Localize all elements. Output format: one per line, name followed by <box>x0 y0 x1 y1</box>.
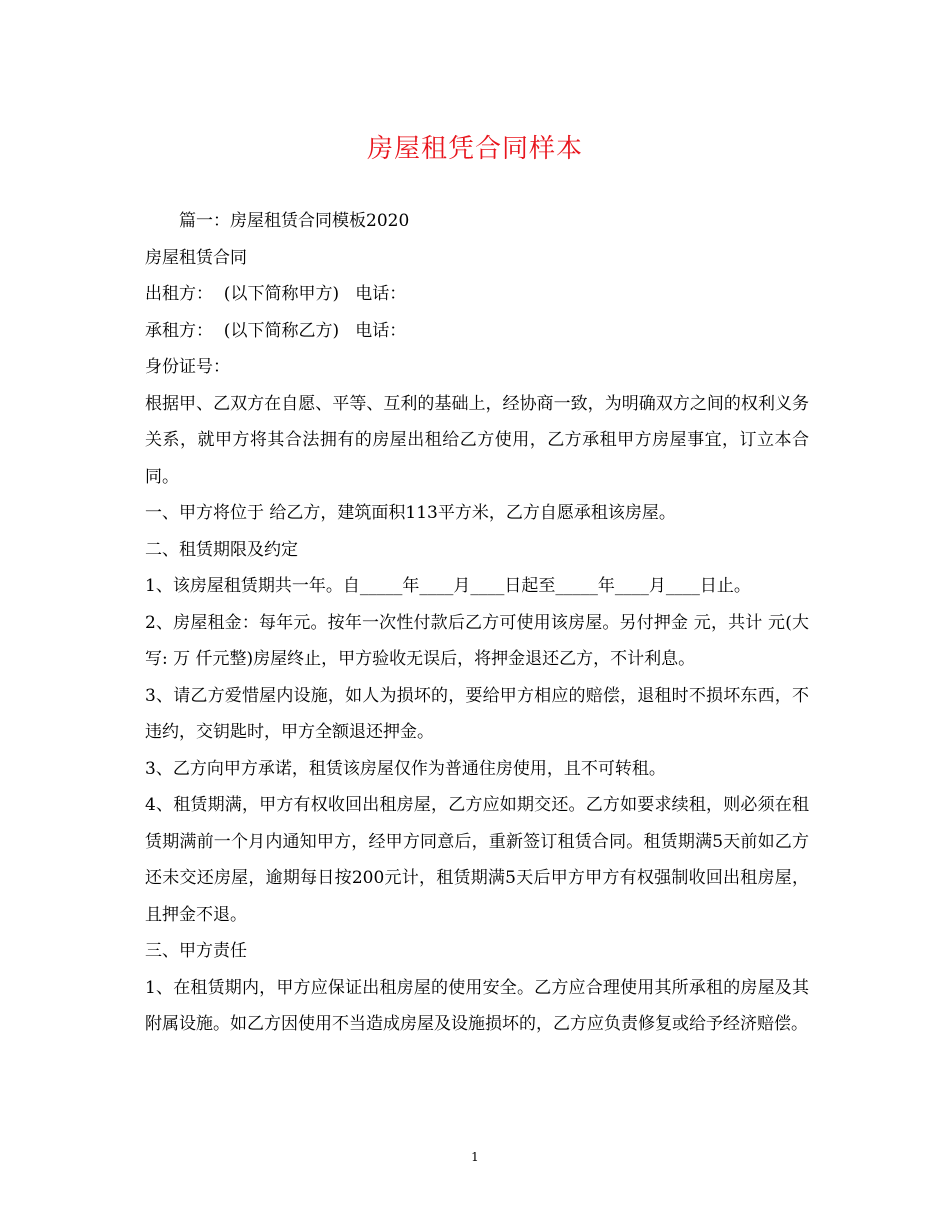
document-title: 房屋租凭合同样本 <box>366 134 583 164</box>
clause-rent: 2、房屋租金：每年元。按年一次性付款后乙方可使用该房屋。另付押金 元，共计 元(大写: 万 仟元整)房屋终止，甲方验收无误后，将押金退还乙方，不计利息。 <box>145 612 809 669</box>
clause-term-period: 1、该房屋租赁期共一年。自_____年____月____日起至_____年____月____日止。 <box>145 576 751 596</box>
clause-residential-use: 3、乙方向甲方承诺，租赁该房屋仅作为普通住房使用，且不可转租。 <box>145 758 666 779</box>
clause-lessor-safety: 1、在租赁期内，甲方应保证出租房屋的使用安全。乙方应合理使用其所承租的房屋及其附属设施。如乙方因使用不当造成房屋及设施损坏的，乙方应负责修复或给予经济赔偿。 <box>145 977 809 1034</box>
lessor-line: 出租方： (以下简称甲方) 电话： <box>145 284 407 304</box>
id-number-line: 身份证号： <box>145 357 230 377</box>
contract-name: 房屋租赁合同 <box>145 247 247 268</box>
section-heading-term: 二、租赁期限及约定 <box>145 539 298 560</box>
lessee-line: 承租方： (以下简称乙方) 电话： <box>145 320 407 341</box>
preamble-paragraph: 根据甲、乙双方在自愿、平等、互利的基础上，经协商一致，为明确双方之间的权利义务关系，就甲方将其合法拥有的房屋出租给乙方使用，乙方承租甲方房屋事宜，订立本合同。 <box>145 393 809 487</box>
document-body <box>145 203 809 1043</box>
clause-care-facilities: 3、请乙方爱惜屋内设施，如人为损坏的，要给甲方相应的赔偿，退租时不损坏东西，不违约，交钥匙时，甲方全额退还押金。 <box>145 685 809 742</box>
clause-one: 一、甲方将位于 给乙方，建筑面积113平方米，乙方自愿承租该房屋。 <box>145 503 676 523</box>
section-heading-chapter-one: 篇一：房屋租赁合同模板2020 <box>179 211 410 231</box>
page-number: 1 <box>471 1150 479 1164</box>
clause-expiry: 4、租赁期满，甲方有权收回出租房屋，乙方应如期交还。乙方如要求续租，则必须在租赁期满前一个月内通知甲方，经甲方同意后，重新签订租赁合同。租赁期满5天前如乙方还未交还房屋，逾期每日按200元计，租赁期满5天后甲方甲方有权强制收回出租房屋，且押金不退。 <box>145 795 809 925</box>
section-heading-lessor-duties: 三、甲方责任 <box>145 941 247 961</box>
